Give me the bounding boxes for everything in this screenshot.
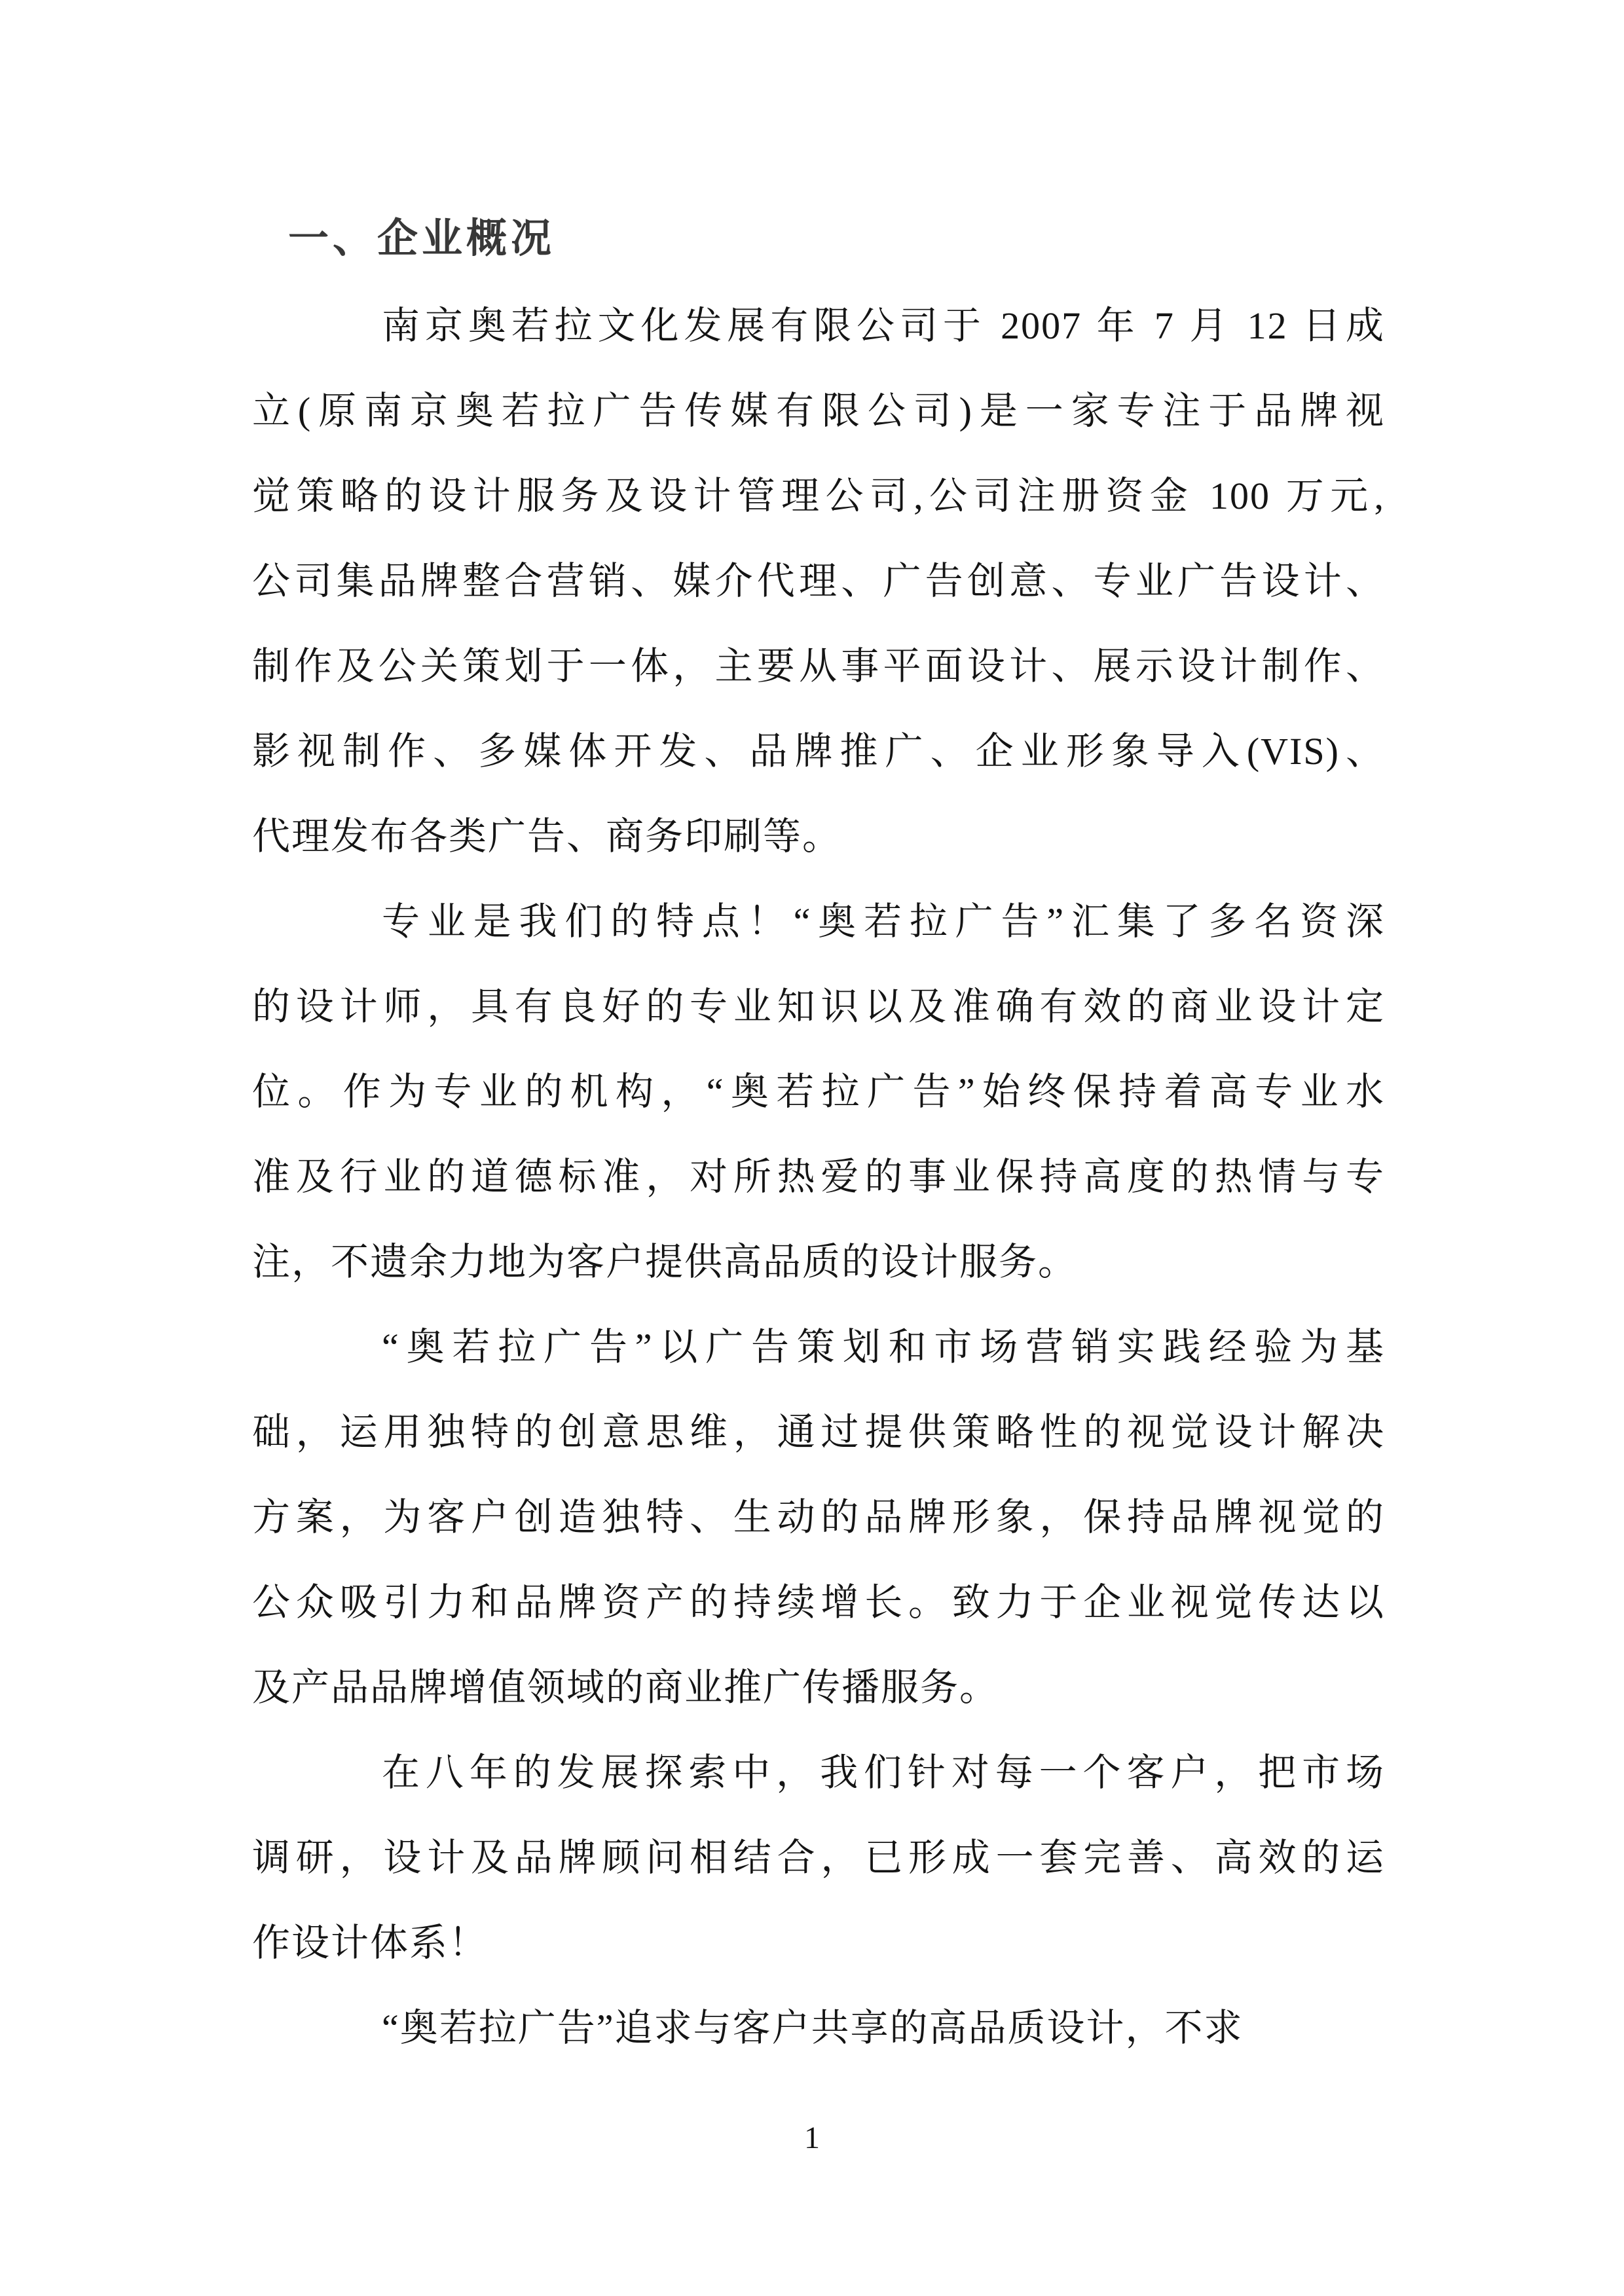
text-line: 作设计体系！ (252, 1922, 489, 1964)
text-line: 调研，设计及品牌顾问相结合，已形成一套完善、高效的运 (252, 1836, 1385, 1879)
text-line: 注，不遗余力地为客户提供高品质的设计服务。 (252, 1241, 1078, 1283)
section-heading: 一、企业概况 (288, 216, 556, 261)
text-line: 专业是我们的特点！“奥若拉广告”汇集了多名资深 (382, 900, 1385, 943)
text-line: 影视制作、多媒体开发、品牌推广、企业形象导入(VIS)、 (252, 730, 1385, 773)
text-line: 公众吸引力和品牌资产的持续增长。致力于企业视觉传达以 (252, 1581, 1385, 1624)
text-line: 制作及公关策划于一体，主要从事平面设计、展示设计制作、 (252, 645, 1385, 687)
text-line: 方案，为客户创造独特、生动的品牌形象，保持品牌视觉的 (252, 1496, 1385, 1539)
page-number: 1 (804, 2121, 820, 2155)
text-line: 立(原南京奥若拉广告传媒有限公司)是一家专注于品牌视 (252, 390, 1385, 432)
text-line: “奥若拉广告”以广告策划和市场营销实践经验为基 (382, 1326, 1385, 1368)
text-line: 公司集品牌整合营销、媒介代理、广告创意、专业广告设计、 (252, 560, 1385, 602)
text-line: 础，运用独特的创意思维，通过提供策略性的视觉设计解决 (252, 1411, 1385, 1453)
text-line: 南京奥若拉文化发展有限公司于 2007 年 7 月 12 日成 (382, 304, 1385, 347)
document-body (252, 283, 1385, 2071)
text-line: 代理发布各类广告、商务印刷等。 (252, 815, 842, 858)
text-line: 准及行业的道德标准，对所热爱的事业保持高度的热情与专 (252, 1156, 1385, 1198)
text-line: 及产品品牌增值领域的商业推广传播服务。 (252, 1666, 999, 1709)
text-line: 位。作为专业的机构，“奥若拉广告”始终保持着高专业水 (252, 1070, 1385, 1113)
text-line: 在八年的发展探索中，我们针对每一个客户，把市场 (382, 1751, 1385, 1794)
text-line: “奥若拉广告”追求与客户共享的高品质设计，不求 (382, 2007, 1244, 2049)
text-line: 的设计师，具有良好的专业知识以及准确有效的商业设计定 (252, 985, 1385, 1028)
text-line: 觉策略的设计服务及设计管理公司,公司注册资金 100 万元, (252, 475, 1385, 517)
